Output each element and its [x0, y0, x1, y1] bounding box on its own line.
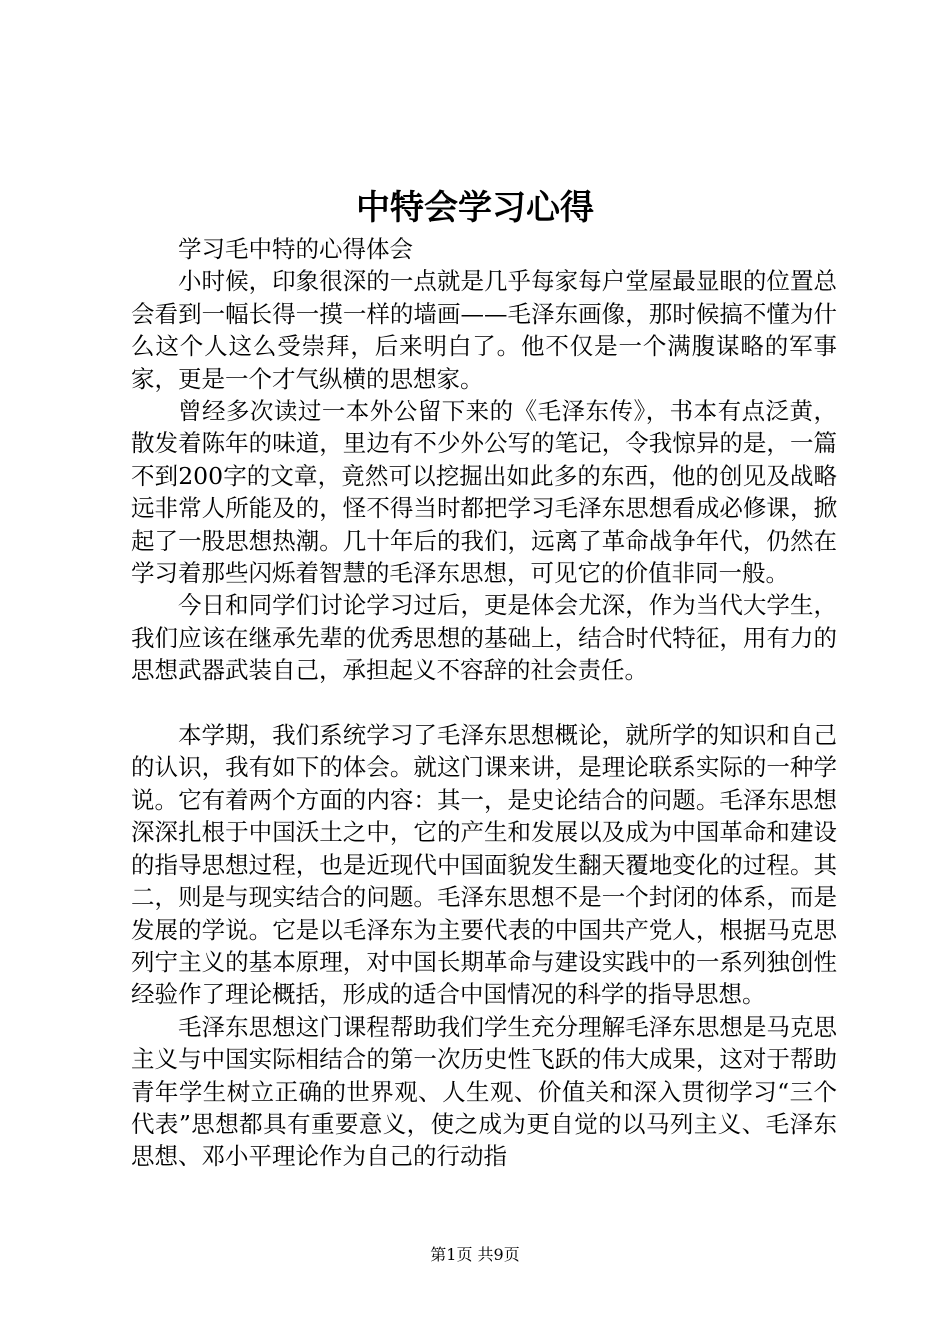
paragraph-5: 毛泽东思想这门课程帮助我们学生充分理解毛泽东思想是马克思主义与中国实际相结合的第一次历史性飞跃的伟大成果，这对于帮助青年学生树立正确的世界观、人生观、价值关和深入贯彻学习“三个代表”思想都具有重要意义，使之成为更自觉的以马列主义、毛泽东思想、邓小平理论作为自己的行动指: [131, 1012, 837, 1171]
document-title: 中特会学习心得: [356, 188, 594, 228]
paragraph-spacer: [131, 687, 837, 719]
document-body: [131, 233, 837, 1173]
paragraph-2: 曾经多次读过一本外公留下来的《毛泽东传》，书本有点泛黄，散发着陈年的味道，里边有不少外公写的笔记，令我惊异的是，一篇不到200字的文章，竟然可以挖掘出如此多的东西，他的创见及战略远非常人所能及的，怪不得当时都把学习毛泽东思想看成必修课，掀起了一股思想热潮。几十年后的我们，远离了革命战争年代，仍然在学习着那些闪烁着智慧的毛泽东思想，可见它的价值非同一般。: [131, 397, 837, 588]
paragraph-3: 今日和同学们讨论学习过后，更是体会尤深，作为当代大学生，我们应该在继承先辈的优秀思想的基础上，结合时代特征，用有力的思想武器武装自己，承担起义不容辞的社会责任。: [131, 591, 837, 685]
paragraph-1: 小时候，印象很深的一点就是几乎每家每户堂屋最显眼的位置总会看到一幅长得一摸一样的墙画——毛泽东画像，那时候搞不懂为什么这个人这么受崇拜，后来明白了。他不仅是一个满腹谋略的军事家，更是一个才气纵横的思想家。: [131, 267, 837, 393]
page-number-footer: 第1页 共9页: [430, 1245, 520, 1264]
paragraph-4: 本学期，我们系统学习了毛泽东思想概论，就所学的知识和自己的认识，我有如下的体会。就这门课来讲，是理论联系实际的一种学说。它有着两个方面的内容：其一，是史论结合的问题。毛泽东思想深深扎根于中国沃土之中，它的产生和发展以及成为中国革命和建设的指导思想过程，也是近现代中国面貌发生翻天覆地变化的过程。其二，则是与现实结合的问题。毛泽东思想不是一个封闭的体系，而是发展的学说。它是以毛泽东为主要代表的中国共产党人，根据马克思列宁主义的基本原理，对中国长期革命与建设实践中的一系列独创性经验作了理论概括，形成的适合中国情况的科学的指导思想。: [131, 721, 837, 1009]
document-subtitle: 学习毛中特的心得体会: [178, 235, 413, 263]
